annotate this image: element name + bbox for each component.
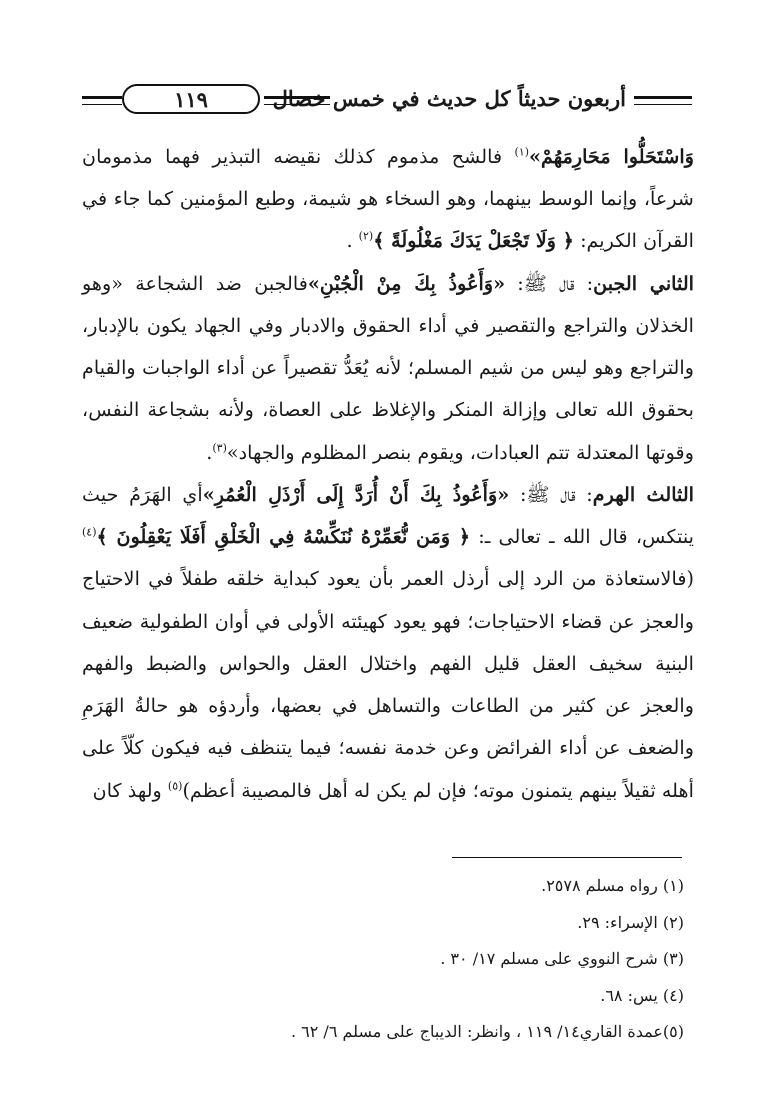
header-rule-left [82, 96, 122, 105]
text-run: . [206, 440, 213, 464]
header-rule-right [634, 96, 692, 105]
text-run: ولهذ كان [92, 778, 168, 802]
paragraph-1 [82, 136, 694, 263]
page-header [82, 84, 692, 118]
running-title: أربعون حديثاً كل حديث في خمس خصال [272, 86, 626, 111]
footnotes [84, 868, 684, 1051]
footnote-5: (٥)عمدة القاري١٤/ ١١٩ ، وانظر: الديباج على مسلم ٦/ ٦٢ . [290, 1022, 684, 1041]
section-heading: الثاني الجبن [593, 271, 694, 295]
text-run: : قال ﷺ: [509, 482, 593, 506]
text-run: فالجبن ضد الشجاعة «وهو الخذلان والتراجع والتقصير في أداء الحقوق والادبار وفي الجهاد يكون بالإدبار، والتراجع وهو ليس من شيم المسلم؛ لأنه يُعَدُّ تقصيراً عن أداء الواجبات والقيام بحقوق الله تعالى وإزالة المنكر والإغلاظ على العصاة، ولأنه بشجاعة النفس، وقوتها المعتدلة تتم العبادات، ويقوم بنصر المظلوم والجهاد» [82, 271, 694, 464]
footnote-1: (١) رواه مسلم ٢٥٧٨. [541, 876, 684, 895]
text-run: فالشح مذموم كذلك نقيضه التبذير فهما مذمومان شرعاً، وإنما الوسط بينهما، وهو السخاء هو شيمة، وطبع المؤمنين كما جاء في القرآن الكريم: [82, 145, 694, 253]
footnote-ref[interactable]: (٣) [212, 441, 227, 455]
footnote-ref[interactable]: (١) [514, 145, 529, 159]
page-number: ١١٩ [122, 84, 260, 114]
main-text [82, 136, 694, 812]
text-run: . [346, 229, 359, 253]
footnote-2: (٢) الإسراء: ٢٩. [577, 912, 684, 932]
quran-verse: ﴿ وَلَا تَجْعَلْ يَدَكَ مَغْلُولَةً ﴾ [373, 229, 574, 253]
text-run: وَاسْتَحَلُّوا مَحَارِمَهُمْ» [528, 145, 694, 168]
paragraph-3 [82, 474, 694, 812]
quran-verse: ﴿ وَمَن نُّعَمِّرْهُ نُنَكِّسْهُ فِي الْخَلْقِ أَفَلَا يَعْقِلُونَ ﴾ [96, 525, 471, 549]
hadith-quote: «وَأَعُوذُ بِكَ مِنْ الْجُبْنِ» [307, 271, 506, 295]
text-run: أي الهَرَمُ حيث ينتكس، قال الله ـ تعالى ـ: [82, 482, 694, 549]
section-heading: الثالث الهرم [592, 482, 695, 506]
header-rule-middle [264, 96, 330, 105]
text-run: : قال ﷺ: [505, 271, 594, 295]
footnote-ref[interactable]: (٥) [167, 779, 183, 793]
footnote-3: (٣) شرح النووي على مسلم ١٧/ ٣٠ . [440, 949, 684, 968]
footnote-4: (٤) يس: ٦٨. [600, 985, 684, 1005]
hadith-quote: «وَأَعُوذُ بِكَ أَنْ أُرَدَّ إِلَى أَرْذَلِ الْعُمُرِ» [202, 482, 510, 506]
footnote-separator [452, 857, 682, 858]
footnote-ref[interactable]: (٤) [82, 525, 97, 539]
text-run: (فالاستعاذة من الرد إلى أرذل العمر بأن يعود كبداية خلقه طفلاً في الاحتياج والعجز عن قضاء الاحتياجات؛ فهو يعود كهيئته الأولى في أوان الطفولية ضعيف البنية سخيف العقل قليل الفهم واختلال العقل والحواس والضبط والفهم والعجز عن كثير من الطاعات والتساهل في بعضها، وأردؤه هو حالةُ الهَرَمِ والضعف عن أداء الفرائض وعن خدمة نفسه؛ فيما يتنظف فيه فيكون كلّاً على أهله ثقيلاً بينهم يتمنون موته؛ فإن لم يكن له أهل فالمصيبة أعظم) [82, 567, 694, 802]
footnote-ref[interactable]: (٢) [358, 230, 374, 244]
paragraph-2 [82, 263, 694, 474]
